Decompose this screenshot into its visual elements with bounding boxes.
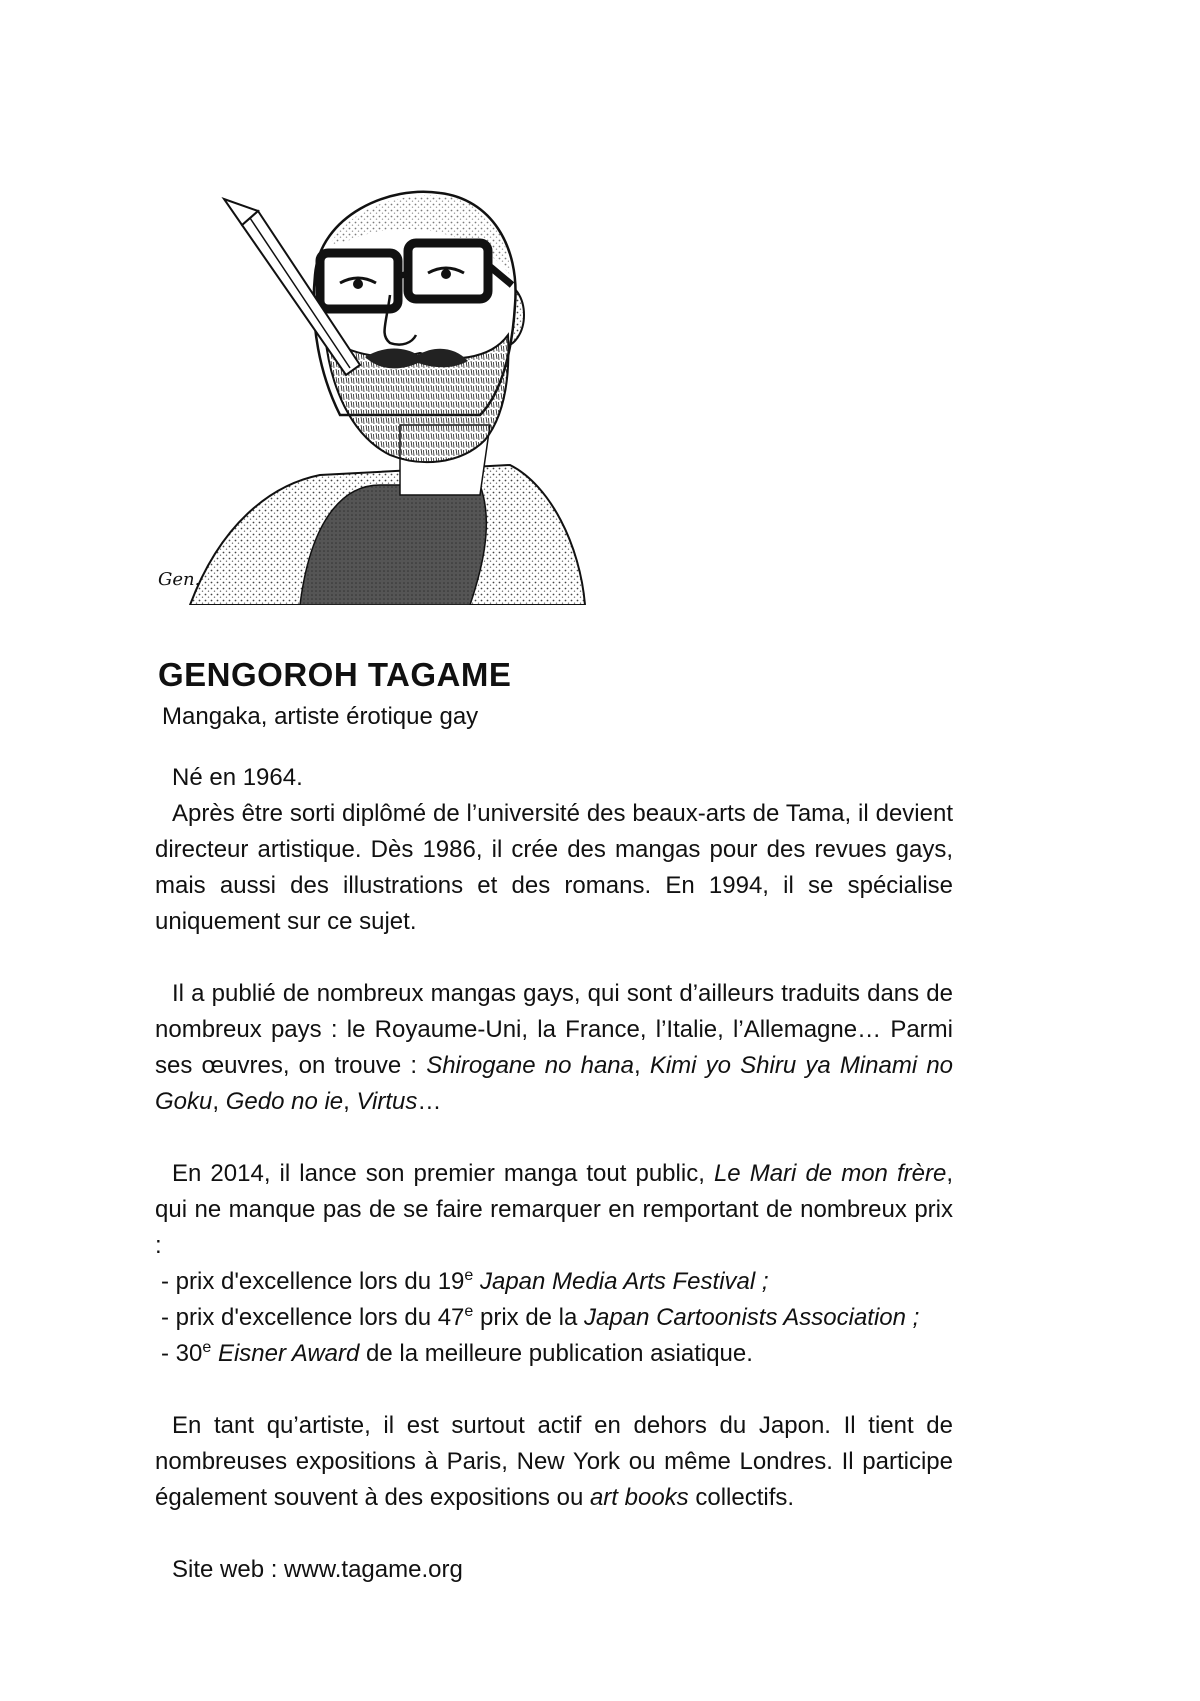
award-item xyxy=(161,1336,953,1372)
paragraph-text: collectifs. xyxy=(688,1484,795,1511)
award-item xyxy=(161,1300,953,1336)
awards-list xyxy=(155,1264,953,1372)
award-prefix: - 30 xyxy=(161,1340,203,1367)
separator: , xyxy=(212,1088,226,1115)
manga-title: Le Mari de mon frère xyxy=(713,1160,947,1187)
superscript: e xyxy=(464,1267,474,1284)
separator: , xyxy=(634,1052,650,1079)
superscript: e xyxy=(202,1339,212,1356)
birth-line: Né en 1964. xyxy=(172,764,303,791)
biography xyxy=(155,760,953,1588)
website-line: Site web : www.tagame.org xyxy=(172,1556,463,1583)
separator: , xyxy=(343,1088,357,1115)
author-name: GENGOROH TAGAME xyxy=(158,656,512,693)
paragraph-text: Il a publié de nombreux mangas gays, qui sont d’ailleurs traduits dans de nombreux pays : le Royaume-Uni, la France, l’Italie, l’Allemagne… Parmi ses œuvres, on trouve : xyxy=(155,980,953,1079)
award-mid: prix de la xyxy=(473,1304,585,1331)
work-title: Kimi yo Shiru ya Minami no Goku xyxy=(155,1052,954,1115)
award-name: Eisner Award xyxy=(217,1340,360,1367)
artist-signature: Gen. xyxy=(158,569,201,590)
award-name: Japan Cartoonists Association ; xyxy=(584,1304,920,1331)
paragraph-text: , qui ne manque pas de se faire remarquer en remportant de nombreux prix : xyxy=(155,1160,953,1259)
paragraph-text: En 2014, il lance son premier manga tout public, xyxy=(172,1160,714,1187)
award-prefix: - prix d'excellence lors du 47 xyxy=(161,1304,465,1331)
superscript: e xyxy=(464,1303,474,1320)
author-subtitle: Mangaka, artiste érotique gay xyxy=(162,703,479,730)
work-title: Gedo no ie xyxy=(225,1088,344,1115)
portrait-illustration xyxy=(150,185,590,605)
ellipsis: … xyxy=(417,1088,442,1115)
work-title: Shirogane no hana xyxy=(426,1052,634,1079)
bio-paragraph-1: Après être sorti diplômé de l’université des beaux-arts de Tama, il devient directeur artistique. Dès 1986, il crée des mangas pour des revues gays, mais aussi des illustrations et des romans. En 1994, il se spécialise uniquement sur ce sujet. xyxy=(155,800,953,935)
italic-term: art books xyxy=(589,1484,689,1511)
bio-paragraph-3 xyxy=(155,1156,953,1264)
award-item xyxy=(161,1264,953,1300)
work-title: Virtus xyxy=(356,1088,418,1115)
bio-paragraph-2 xyxy=(155,976,953,1120)
award-name: Japan Media Arts Festival ; xyxy=(479,1268,769,1295)
award-suffix: de la meilleure publication asiatique. xyxy=(359,1340,753,1367)
bio-paragraph-4 xyxy=(155,1408,953,1516)
author-portrait xyxy=(150,185,590,605)
paragraph-text: En tant qu’artiste, il est surtout actif en dehors du Japon. Il tient de nombreuses expositions à Paris, New York ou même Londres. Il participe également souvent à des expositions ou xyxy=(155,1412,953,1511)
award-prefix: - prix d'excellence lors du 19 xyxy=(161,1268,465,1295)
